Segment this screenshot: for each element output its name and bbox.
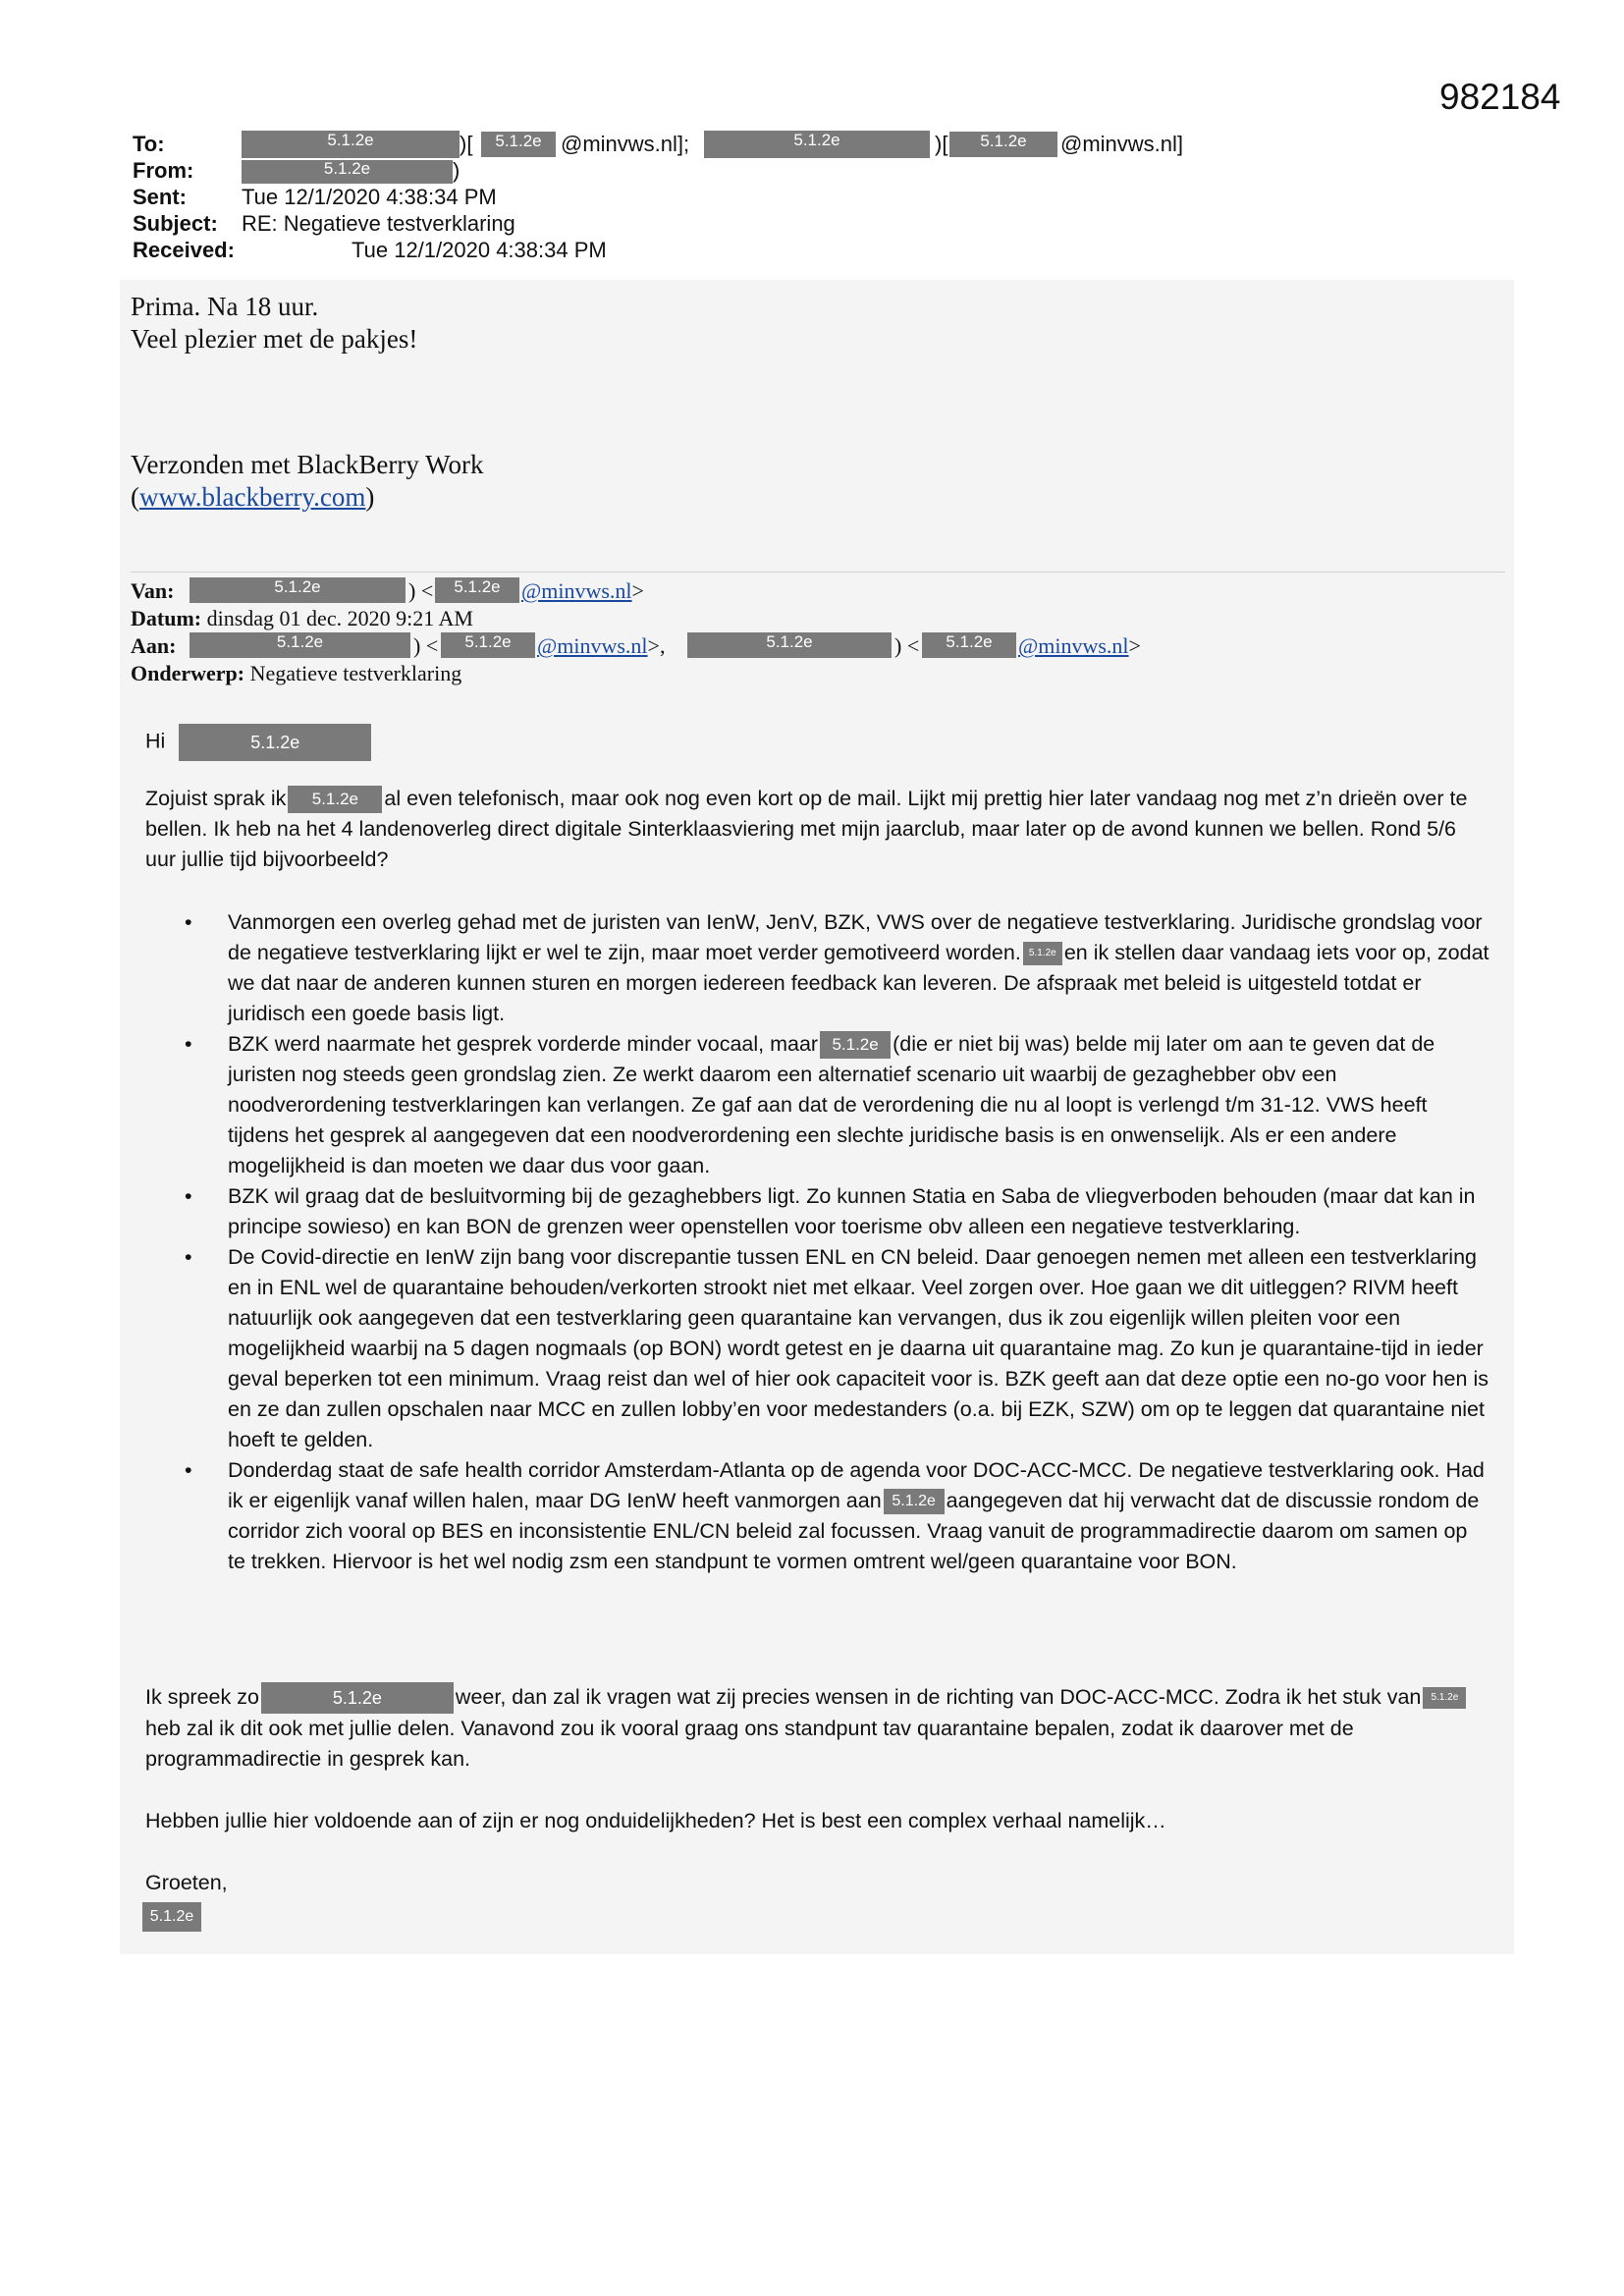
redaction: 5.1.2e xyxy=(189,577,406,603)
received-value: Tue 12/1/2020 4:38:34 PM xyxy=(352,238,607,262)
from-label: From: xyxy=(133,158,194,183)
redaction: 5.1.2e xyxy=(261,1682,454,1714)
redaction: 5.1.2e xyxy=(820,1031,891,1059)
redaction: 5.1.2e xyxy=(189,632,410,658)
divider xyxy=(131,572,1505,573)
aan-email-link-2[interactable]: @minvws.nl xyxy=(1018,633,1129,658)
onderwerp-label: Onderwerp: xyxy=(131,661,245,685)
redaction: 5.1.2e xyxy=(441,632,535,658)
redaction: 5.1.2e xyxy=(1023,942,1062,965)
redaction: 5.1.2e xyxy=(884,1489,945,1514)
redaction: 5.1.2e xyxy=(704,131,930,158)
redaction: 5.1.2e xyxy=(481,132,556,157)
van-email-link[interactable]: @minvws.nl xyxy=(521,578,632,603)
greeting: Hi xyxy=(145,729,166,753)
signature-link-line: (www.blackberry.com) xyxy=(131,482,375,512)
reply-line-1: Prima. Na 18 uur. xyxy=(131,292,319,321)
datum-row xyxy=(131,605,473,632)
sent-value: Tue 12/1/2020 4:38:34 PM xyxy=(242,185,497,209)
redaction: 5.1.2e xyxy=(1423,1687,1466,1709)
datum-value: dinsdag 01 dec. 2020 9:21 AM xyxy=(206,606,473,630)
closing: Groeten, xyxy=(145,1871,228,1894)
signature-redaction xyxy=(142,1902,201,1932)
list-item: • Donderdag staat de safe health corridor Amsterdam-Atlanta op de agenda voor DOC-ACC-MCC. De negatieve testverklaring ook. Had ik er eigenlijk vanaf willen halen, maar DG IenW heeft vanmorgen aan 5.1.2e aangegeven dat hij verwacht dat de discussie rondom de corridor zich vooral op BES en inconsistentie ENL/CN beleid zal focussen. Vraag vanuit de programmadirectie daarom om samen op te trekken. Hiervoor is het wel nodig zsm een standpunt te vormen omtrent wel/geen quarantaine voor BON. xyxy=(185,1458,1485,1573)
bullet-list xyxy=(145,907,1490,1577)
redaction: 5.1.2e xyxy=(435,577,519,603)
aan-label: Aan: xyxy=(131,633,177,658)
reply-line-2: Veel plezier met de pakjes! xyxy=(131,324,418,354)
received-label: Received: xyxy=(133,238,235,262)
blackberry-link[interactable]: www.blackberry.com xyxy=(139,482,366,512)
sent-label: Sent: xyxy=(133,185,187,209)
list-item: • BZK wil graag dat de besluitvorming bij de gezaghebbers ligt. Zo kunnen Statia en Saba de vliegverboden behouden (maar dat kan in principe sowieso) en kan BON de grenzen weer openstellen voor toerisme obv alleen een negatieve testverklaring. xyxy=(185,1184,1476,1238)
list-item: • BZK werd naarmate het gesprek vorderde minder vocaal, maar 5.1.2e (die er niet bij was) belde mij later om aan te geven dat de juristen nog steeds geen grondslag zien. Ze werkt daarom een alternatief scenario uit waarbij de gezaghebber obv een noodverordening testverklaringen kan verlangen. Ze gaf aan dat de verordening die nu al loopt is verlengd t/m 31-12. VWS heeft tijdens het gesprek al aangegeven dat een noodverordening een slechte juridische basis is en onwenselijk. Als er een andere mogelijkheid is dan moeten we daar dus voor gaan. xyxy=(185,1032,1435,1177)
list-item: • Vanmorgen een overleg gehad met de juristen van IenW, JenV, BZK, VWS over de negatieve testverklaring. Juridische grondslag voor de negatieve testverklaring lijkt er wel te zijn, maar moet verder gemotiveerd worden. 5.1.2e en ik stellen daar vandaag iets voor op, zodat we dat naar de anderen kunnen sturen en morgen iedereen feedback kan leveren. De afspraak met beleid is uitgesteld totdat er juridisch een goede basis ligt. xyxy=(185,910,1489,1025)
redaction: 5.1.2e xyxy=(242,131,460,158)
aan-email-link-1[interactable]: @minvws.nl xyxy=(537,633,648,658)
signature-line: Verzonden met BlackBerry Work xyxy=(131,450,484,479)
redaction: 5.1.2e xyxy=(179,724,371,761)
to-domain-1: @minvws.nl]; xyxy=(561,132,690,156)
redaction: 5.1.2e xyxy=(142,1902,201,1932)
aan-row: Aan: 5.1.2e ) < 5.1.2e @minvws.nl>, 5.1.2e ) < 5.1.2e @minvws.nl> xyxy=(131,632,1141,658)
to-domain-2: @minvws.nl] xyxy=(1060,132,1184,156)
redaction: 5.1.2e xyxy=(922,632,1016,658)
paragraph-3: Hebben jullie hier voldoende aan of zijn er nog onduidelijkheden? Het is best een complex verhaal namelijk… xyxy=(145,1809,1166,1832)
subject-value: RE: Negatieve testverklaring xyxy=(242,211,515,236)
onderwerp-row xyxy=(131,660,461,687)
greeting-line xyxy=(145,724,1490,761)
van-row: Van: 5.1.2e ) < 5.1.2e @minvws.nl> xyxy=(131,577,644,603)
redaction: 5.1.2e xyxy=(687,632,892,658)
datum-label: Datum: xyxy=(131,606,202,630)
list-item: • De Covid-directie en IenW zijn bang voor discrepantie tussen ENL en CN beleid. Daar genoegen nemen met alleen een testverklaring en in ENL wel de quarantaine behouden/verkorten strookt niet met elkaar. Veel zorgen over. Hoe gaan we dit uitleggen? RIVM heeft natuurlijk ook aangegeven dat een testverklaring geen quarantaine kan vervangen, dus ik zou eigenlijk willen pleiten voor een mogelijkheid waarbij na 5 dagen nogmaals (op BON) wordt getest en je daarna uit quarantaine mag. Zo kun je quarantaine-tijd in ieder geval beperken tot een minimum. Vraag reist dan wel of hier ook capaciteit voor is. BZK geeft aan dat deze optie een no-go voor hen is en ze dan zullen opschalen naar MCC en zullen lobby’en voor medestanders (o.a. bij EZK, SZW) om op te leggen dat quarantaine niet hoeft te gelden. xyxy=(185,1245,1489,1451)
redaction: 5.1.2e xyxy=(949,132,1057,157)
subject-label: Subject: xyxy=(133,211,218,236)
onderwerp-value: Negatieve testverklaring xyxy=(249,661,462,685)
van-label: Van: xyxy=(131,578,175,603)
to-label: To: xyxy=(133,132,165,156)
redaction: 5.1.2e xyxy=(242,160,453,184)
paragraph-1: Zojuist sprak ik 5.1.2e al even telefonisch, maar ook nog even kort op de mail. Lijkt mij prettig hier later vandaag nog met z’n drieën over te bellen. Ik heb na het 4 landenoverleg direct digitale Sinterklaasviering met mijn jaarclub, maar later op de avond kunnen we bellen. Rond 5/6 uur jullie tijd bijvoorbeeld? xyxy=(145,787,1468,871)
document-number: 982184 xyxy=(1439,77,1561,117)
redaction: 5.1.2e xyxy=(288,786,382,813)
paragraph-2: Ik spreek zo 5.1.2e weer, dan zal ik vragen wat zij precies wensen in de richting van DOC-ACC-MCC. Zodra ik het stuk van 5.1.2eheb zal ik dit ook met jullie delen. Vanavond zou ik vooral graag ons standpunt tav quarantaine bepalen, zodat ik daarover met de programmadirectie in gesprek kan. xyxy=(145,1682,1490,1775)
